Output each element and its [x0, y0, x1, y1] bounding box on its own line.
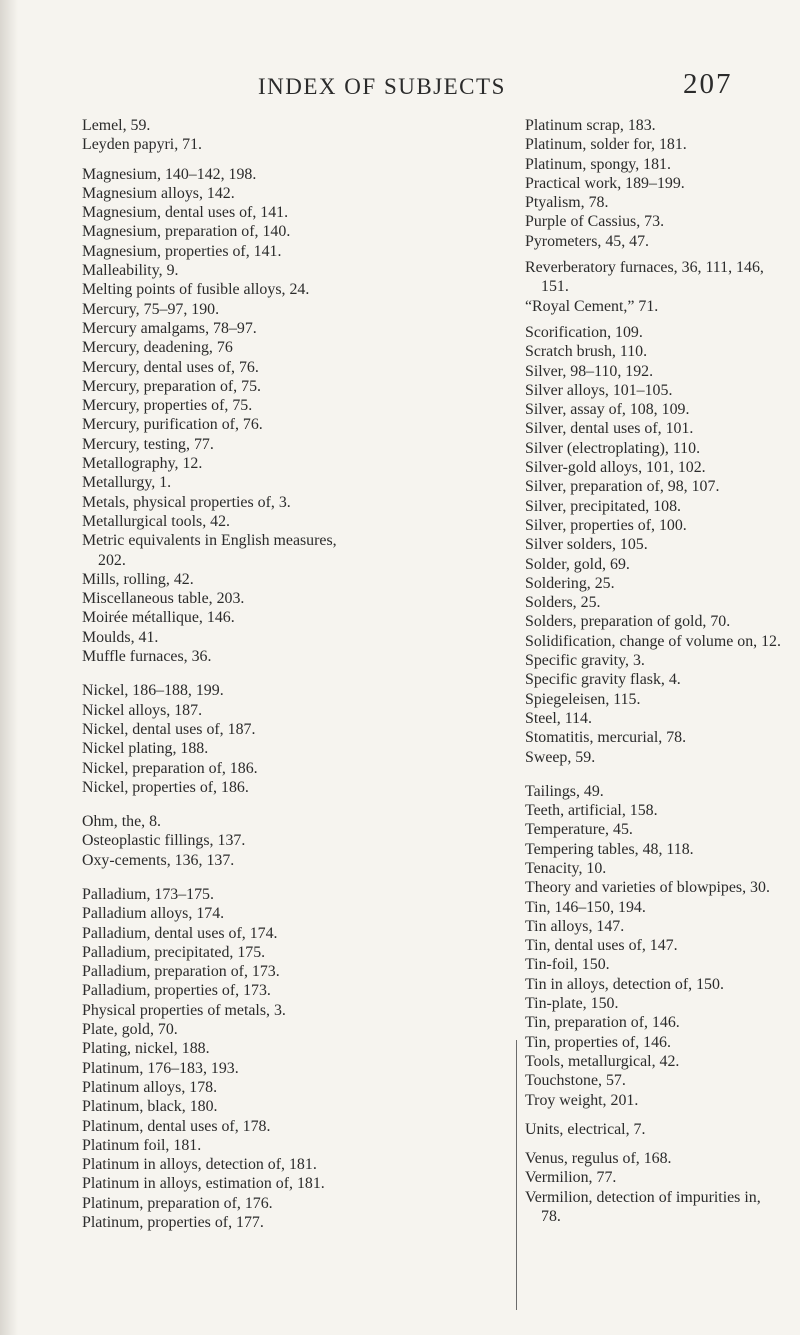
- index-entry: Magnesium, properties of, 141.: [82, 242, 282, 260]
- index-entry-continuation: 202.: [98, 551, 126, 569]
- index-entry: Platinum scrap, 183.: [525, 117, 656, 134]
- index-entry: Nickel, properties of, 186.: [82, 778, 249, 796]
- index-entry: Specific gravity, 3.: [525, 652, 645, 670]
- section-gap: [82, 797, 514, 812]
- index-entry: Pyrometers, 45, 47.: [525, 232, 650, 250]
- index-entry: Silver, properties of, 100.: [525, 516, 687, 534]
- index-entry: Silver, assay of, 108, 109.: [525, 401, 690, 419]
- index-column-right: [525, 116, 787, 1226]
- index-entry: Palladium, properties of, 173.: [82, 982, 271, 1000]
- index-entry: Magnesium, dental uses of, 141.: [82, 204, 289, 222]
- index-entry: Platinum alloys, 178.: [82, 1078, 218, 1096]
- index-entry: Silver (electroplating), 110.: [525, 439, 701, 457]
- index-entry: Osteoplastic fillings, 137.: [82, 832, 246, 850]
- index-entry: Scratch brush, 110.: [525, 343, 648, 361]
- index-entry: Troy weight, 201.: [525, 1091, 639, 1109]
- section-gap: [82, 870, 514, 885]
- section-gap: [525, 1139, 787, 1149]
- index-entry: Teeth, artificial, 158.: [525, 802, 658, 820]
- index-entry: Moulds, 41.: [82, 628, 159, 646]
- index-entry: Platinum, 176–183, 193.: [82, 1059, 239, 1077]
- index-entry: Magnesium alloys, 142.: [82, 184, 235, 202]
- index-entry: Units, electrical, 7.: [525, 1120, 646, 1138]
- index-entry: Lemel, 59.: [82, 117, 151, 134]
- index-entry: Tin, properties of, 146.: [525, 1033, 671, 1051]
- index-entry: Palladium, 173–175.: [82, 885, 214, 903]
- index-entry: Tin alloys, 147.: [525, 917, 625, 935]
- index-entry: Tin-foil, 150.: [525, 956, 610, 974]
- index-entry: Tin in alloys, detection of, 150.: [525, 975, 724, 993]
- index-entry: Nickel, dental uses of, 187.: [82, 720, 256, 738]
- index-entry: Nickel plating, 188.: [82, 740, 209, 758]
- index-entry: Physical properties of metals, 3.: [82, 1001, 286, 1019]
- index-entry: Steel, 114.: [525, 709, 592, 727]
- index-entry: Nickel alloys, 187.: [82, 701, 203, 719]
- running-title: INDEX OF SUBJECTS: [258, 74, 506, 99]
- index-entry: Magnesium, 140–142, 198.: [82, 165, 257, 183]
- index-entry: Malleability, 9.: [82, 262, 179, 280]
- index-entry: Mercury, preparation of, 75.: [82, 377, 261, 395]
- index-entry: Venus, regulus of, 168.: [525, 1150, 672, 1168]
- index-entry: Palladium alloys, 174.: [82, 905, 225, 923]
- index-entry: Mercury, 75–97, 190.: [82, 300, 220, 318]
- index-entry: Metric equivalents in English measures,: [82, 532, 337, 550]
- index-entry: Melting points of fusible alloys, 24.: [82, 281, 310, 299]
- index-entry: Tools, metallurgical, 42.: [525, 1052, 680, 1070]
- index-entry: Metals, physical properties of, 3.: [82, 493, 291, 511]
- index-entry: Silver alloys, 101–105.: [525, 381, 673, 399]
- section-gap: [525, 251, 787, 258]
- index-entry: Temperature, 45.: [525, 821, 633, 839]
- index-entry: Plating, nickel, 188.: [82, 1040, 210, 1058]
- index-entry: Ptyalism, 78.: [525, 194, 609, 212]
- index-entry: Tailings, 49.: [525, 782, 604, 800]
- index-entry: Reverberatory furnaces, 36, 111, 146,: [525, 259, 764, 277]
- index-entry: Nickel, preparation of, 186.: [82, 759, 258, 777]
- section-gap: [525, 316, 787, 323]
- page-edge-shadow: [0, 0, 18, 1335]
- index-entry: Mercury, dental uses of, 76.: [82, 358, 259, 376]
- index-entry: Silver, dental uses of, 101.: [525, 420, 694, 438]
- index-entry: Tin, 146–150, 194.: [525, 898, 646, 916]
- index-entry: Solidification, change of volume on, 12.: [525, 632, 781, 650]
- index-entry-continuation: 78.: [541, 1208, 561, 1226]
- index-entry: Nickel, 186–188, 199.: [82, 682, 224, 700]
- index-entry: Stomatitis, mercurial, 78.: [525, 729, 687, 747]
- column-divider-rule: [516, 1040, 517, 1310]
- index-entry: Palladium, preparation of, 173.: [82, 963, 280, 981]
- section-gap: [82, 155, 514, 165]
- index-entry: Silver, precipitated, 108.: [525, 497, 682, 515]
- index-entry: Soldering, 25.: [525, 574, 615, 592]
- index-entry: Palladium, precipitated, 175.: [82, 943, 266, 961]
- index-entry: Theory and varieties of blowpipes, 30.: [525, 879, 770, 897]
- index-entry: Muffle furnaces, 36.: [82, 648, 212, 666]
- index-entry: Ohm, the, 8.: [82, 813, 162, 831]
- index-entry: Tin-plate, 150.: [525, 995, 619, 1013]
- index-entry: Miscellaneous table, 203.: [82, 590, 245, 608]
- index-entry: Metallography, 12.: [82, 455, 203, 473]
- index-entry: Platinum foil, 181.: [82, 1136, 202, 1154]
- index-entry: Mercury, testing, 77.: [82, 435, 214, 453]
- page-number: 207: [683, 68, 733, 100]
- index-entry: Touchstone, 57.: [525, 1072, 626, 1090]
- index-entry: Tin, preparation of, 146.: [525, 1014, 680, 1032]
- index-entry: Platinum in alloys, estimation of, 181.: [82, 1175, 325, 1193]
- index-entry: Tempering tables, 48, 118.: [525, 840, 694, 858]
- index-entry: Silver-gold alloys, 101, 102.: [525, 459, 706, 477]
- index-entry: Mercury, purification of, 76.: [82, 416, 263, 434]
- index-entry: Mercury, properties of, 75.: [82, 397, 253, 415]
- index-entry: Metallurgical tools, 42.: [82, 512, 230, 530]
- index-entry: Platinum in alloys, detection of, 181.: [82, 1156, 317, 1174]
- index-entry: Mercury, deadening, 76: [82, 339, 233, 357]
- index-entry: Mills, rolling, 42.: [82, 570, 194, 588]
- index-entry: Vermilion, 77.: [525, 1169, 617, 1187]
- index-entry: Tin, dental uses of, 147.: [525, 937, 678, 955]
- index-entry: Moirée métallique, 146.: [82, 609, 235, 627]
- index-entry: Platinum, preparation of, 176.: [82, 1194, 273, 1212]
- index-entry: Platinum, black, 180.: [82, 1098, 218, 1116]
- index-entry: Oxy-cements, 136, 137.: [82, 851, 235, 869]
- index-entry: Magnesium, preparation of, 140.: [82, 223, 291, 241]
- index-entry: Sweep, 59.: [525, 748, 596, 766]
- section-gap: [525, 767, 787, 782]
- section-gap: [525, 1110, 787, 1120]
- index-entry: Specific gravity flask, 4.: [525, 671, 681, 689]
- index-entry: Platinum, properties of, 177.: [82, 1214, 264, 1232]
- index-entry: Scorification, 109.: [525, 323, 643, 341]
- index-entry: Spiegeleisen, 115.: [525, 690, 641, 708]
- index-entry: Plate, gold, 70.: [82, 1021, 178, 1039]
- index-entry: Palladium, dental uses of, 174.: [82, 924, 278, 942]
- index-entry: Leyden papyri, 71.: [82, 136, 203, 154]
- index-entry: Solders, preparation of gold, 70.: [525, 613, 731, 631]
- index-entry: Silver solders, 105.: [525, 536, 648, 554]
- index-entry: “Royal Cement,” 71.: [525, 297, 659, 315]
- index-entry: Silver, preparation of, 98, 107.: [525, 478, 720, 496]
- index-entry: Mercury amalgams, 78–97.: [82, 319, 257, 337]
- index-entry: Platinum, dental uses of, 178.: [82, 1117, 271, 1135]
- section-gap: [82, 666, 514, 681]
- index-entry: Platinum, solder for, 181.: [525, 136, 687, 154]
- page-header: [0, 66, 800, 106]
- index-entry: Vermilion, detection of impurities in,: [525, 1188, 761, 1206]
- index-entry: Solders, 25.: [525, 594, 601, 612]
- index-entry-continuation: 151.: [541, 278, 569, 296]
- index-entry: Platinum, spongy, 181.: [525, 155, 671, 173]
- index-entry: Metallurgy, 1.: [82, 474, 172, 492]
- index-column-left: [82, 116, 514, 1232]
- index-entry: Tenacity, 10.: [525, 859, 607, 877]
- index-entry: Silver, 98–110, 192.: [525, 362, 654, 380]
- index-entry: Solder, gold, 69.: [525, 555, 630, 573]
- index-entry: Practical work, 189–199.: [525, 174, 685, 192]
- index-entry: Purple of Cassius, 73.: [525, 213, 665, 231]
